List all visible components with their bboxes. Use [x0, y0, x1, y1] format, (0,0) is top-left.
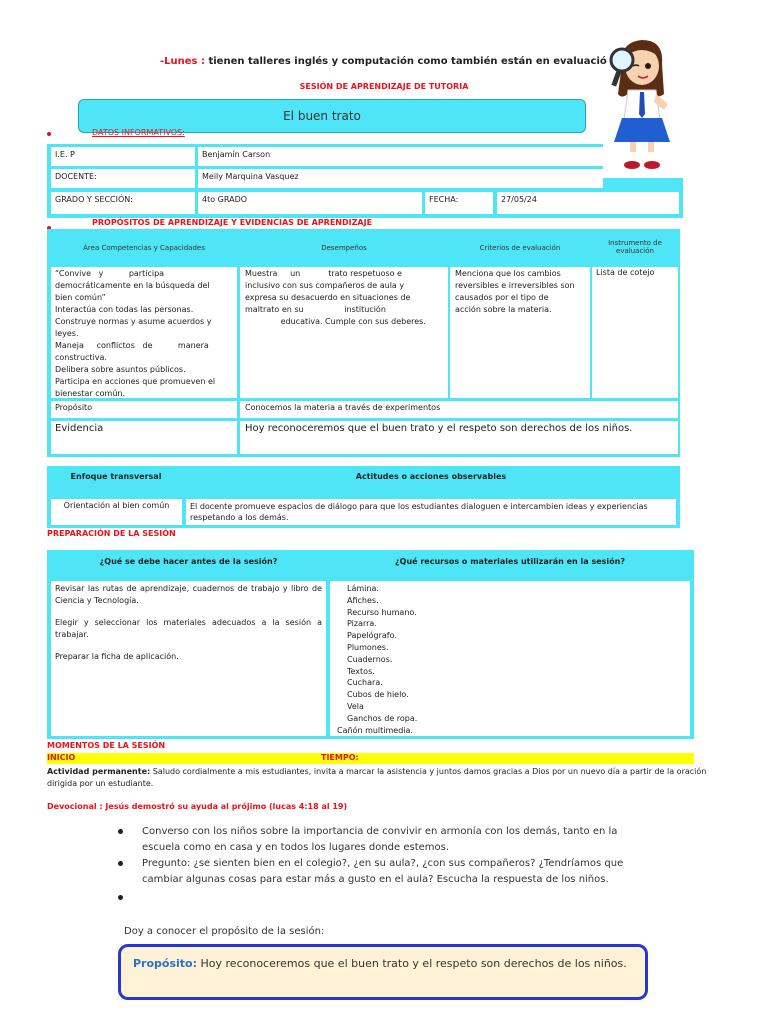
recurso-item: Vela: [347, 701, 364, 711]
inicio-bullet-item: [142, 890, 642, 906]
fecha-value: 27/05/24: [497, 192, 679, 214]
recurso-item: Plumones.: [347, 642, 389, 652]
recurso-item: Recurso humano.: [347, 607, 417, 617]
proposito-box-label: Propósito:: [133, 957, 198, 970]
competencia-line: Participa en acciones que promueven el: [55, 377, 216, 386]
bullet-dot: [118, 829, 123, 834]
recurso-item: Lámina.: [347, 584, 379, 593]
bullet-dot: [118, 861, 123, 866]
proposito-box-text: Hoy reconoceremos que el buen trato y el respeto son derechos de los niños.: [197, 957, 627, 970]
header-criterios: Criterios de evaluación: [479, 244, 561, 252]
antes-item: Preparar la ficha de aplicación.: [55, 652, 179, 661]
recurso-item: Afiches.: [347, 595, 379, 605]
banner-prefix: -Lunes :: [160, 56, 205, 67]
enfoque-header-left: Enfoque transversal: [70, 472, 162, 481]
recursos-cell: [330, 581, 690, 736]
competencia-line: constructiva.: [55, 353, 107, 362]
tiempo-label: TIEMPO:: [321, 753, 359, 762]
antes-cell: [51, 581, 326, 736]
criterio-line: causados por el tipo de: [455, 293, 549, 302]
criterio-line: Menciona que los cambios: [455, 269, 561, 278]
desempeno-line: inclusivo con sus compañeros de aula y: [245, 281, 405, 290]
competencia-line: Interactúa con todas las personas.: [55, 305, 194, 314]
recurso-item: Cuchara.: [347, 678, 383, 688]
proposito-label: Propósito: [51, 401, 237, 418]
header-desempenos: Desempeños: [321, 244, 367, 252]
recurso-item: Textos.: [347, 666, 375, 676]
inicio-bullet-item: [142, 856, 642, 888]
inicio-label: INICIO: [47, 753, 76, 762]
devocional: Devocional : Jesús demostró su ayuda al prójimo (lucas 4:18 al 19): [47, 802, 348, 811]
docente-label: DOCENTE:: [51, 169, 195, 188]
recurso-item: Cañón multimedia.: [337, 725, 413, 735]
enfoque-left-cell: Orientación al bien común: [51, 499, 182, 525]
desempeno-line: educativa. Cumple con sus deberes.: [245, 317, 426, 326]
inicio-bullet-text: Pregunto: ¿se sienten bien en el colegio?, ¿en su aula?, ¿con sus compañeros? ¿Tendríamos que cambiar algunas cosas para estar más a gusto en el aula? Escucha la respuesta de los niños.: [142, 858, 624, 885]
recurso-item: Ganchos de ropa.: [347, 713, 418, 723]
inicio-bullet-item: [142, 824, 642, 856]
instrumento-cell: Lista de cotejo: [592, 267, 678, 398]
competencia-line: Construye normas y asume acuerdos y: [55, 317, 212, 326]
datos-heading: DATOS INFORMATIVOS:: [92, 128, 185, 137]
banner: [160, 56, 610, 67]
momentos-heading: MOMENTOS DE LA SESIÓN: [47, 741, 166, 750]
competencia-line: bien común”: [55, 293, 106, 302]
desempeno-line: maltrato en su institución: [245, 305, 386, 314]
inicio-bar: [47, 753, 694, 764]
competencia-line: “Convive y participa: [55, 269, 165, 278]
actividad-permanente: [47, 766, 727, 790]
header-area: Área Competencias y Capacidades: [83, 244, 205, 252]
evidencia-value: Hoy reconoceremos que el buen trato y el respeto son derechos de los niños.: [240, 421, 678, 454]
proposito-value: Conocemos la materia a través de experimentos: [240, 401, 678, 418]
inicio-bullets: [142, 824, 642, 906]
preparacion-header-left: ¿Qué se debe hacer antes de la sesión?: [99, 557, 278, 566]
desempeno-line: Muestra un trato respetuoso e: [245, 269, 402, 278]
ie-label: I.E. P: [51, 147, 195, 166]
preparacion-heading: PREPARACIÓN DE LA SESIÓN: [47, 529, 176, 538]
recurso-item: Papelógrafo.: [347, 631, 397, 641]
inicio-bullet-text: Converso con los niños sobre la importancia de convivir en armonía con los demás, tanto en la escuela como en casa y en todos los lugares donde estemos.: [142, 826, 618, 853]
bullet-dot: [118, 895, 123, 900]
competencia-line: bienestar común.: [55, 389, 126, 398]
ie-value: Benjamín Carson: [198, 147, 603, 166]
desempeno-line: expresa su desacuerdo en situaciones de: [245, 293, 411, 302]
criterio-line: reversibles e irreversibles son: [455, 281, 575, 290]
docente-value: Meily Marquina Vasquez: [198, 169, 603, 188]
antes-item: Revisar las rutas de aprendizaje, cuadernos de trabajo y libro de Ciencia y Tecnología.: [55, 584, 322, 605]
bullet-datos: [47, 132, 51, 136]
desempenos-cell: [240, 267, 448, 398]
propositos-heading: PROPÓSITOS DE APRENDIZAJE Y EVIDENCIAS DE APRENDIZAJE: [92, 218, 373, 227]
criterios-cell: [450, 267, 590, 398]
recurso-item: Cubos de hielo.: [347, 690, 409, 700]
actividad-text: Saludo cordialmente a mis estudiantes, invita a marcar la asistencia y juntos damos gracias a Dios por un nuevo día a partir de la oración dirigida por un estudiante.: [47, 767, 707, 788]
recurso-item: Pizarra.: [347, 619, 377, 629]
competencia-line: Maneja conflictos de manera: [55, 341, 209, 350]
antes-item: Elegir y seleccionar los materiales adecuados a la sesión a trabajar.: [55, 618, 322, 639]
recurso-item: Cuadernos.: [347, 654, 393, 664]
grado-value: 4to GRADO: [198, 192, 422, 214]
girl-with-magnifier-icon: [600, 34, 680, 174]
fecha-label: FECHA:: [425, 192, 493, 214]
competencia-line: leyes.: [55, 329, 79, 338]
topic-title: El buen trato: [283, 109, 361, 123]
session-title: SESIÓN DE APRENDIZAJE DE TUTORIA: [299, 82, 469, 91]
competencias-cell: [51, 267, 237, 398]
proposito-box: [118, 944, 648, 1000]
header-instrumento: Instrumento de evaluación: [608, 239, 662, 255]
enfoque-header-right: Actitudes o acciones observables: [355, 472, 507, 481]
enfoque-right-cell: El docente promueve espacios de diálogo para que los estudiantes dialoguen e intercambien ideas y experiencias respetando a los demás.: [186, 499, 676, 525]
grado-label: GRADO Y SECCIÓN:: [51, 192, 195, 214]
competencia-line: Delibera sobre asuntos públicos.: [55, 365, 186, 374]
competencia-line: democráticamente en la búsqueda del: [55, 281, 210, 290]
criterio-line: acción sobre la materia.: [455, 305, 552, 314]
doy-a-conocer: Doy a conocer el propósito de la sesión:: [124, 926, 325, 937]
preparacion-header-right: ¿Qué recursos o materiales utilizarán en la sesión?: [395, 557, 625, 566]
banner-text: tienen talleres inglés y computación como también están en evaluació: [204, 56, 607, 67]
actividad-label: Actividad permanente:: [47, 767, 151, 776]
evidencia-label: Evidencia: [51, 421, 237, 454]
